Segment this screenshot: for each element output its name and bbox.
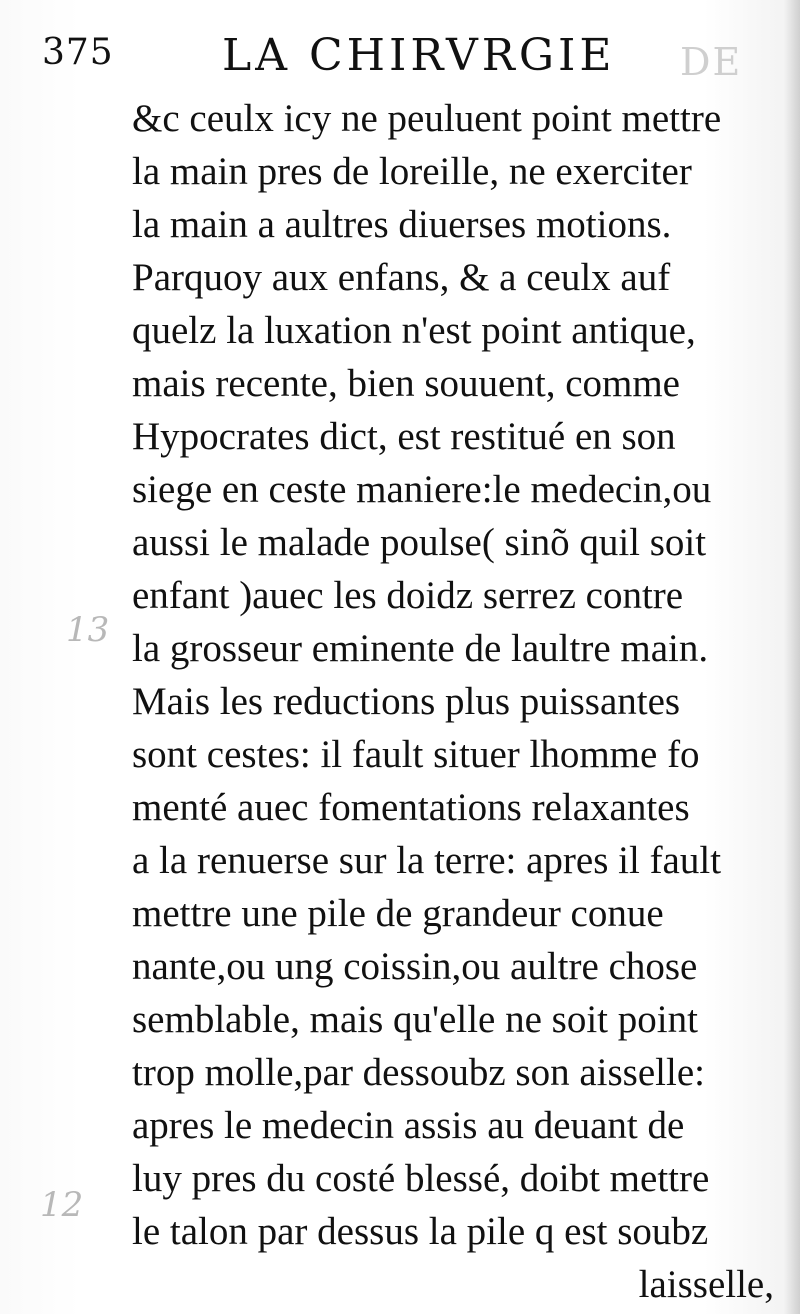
- text-line: Hypocrates dict, est restitué en son: [132, 415, 676, 458]
- page-gutter-shadow: [784, 0, 800, 1314]
- text-line: mettre une pile de grandeur conue: [132, 892, 664, 935]
- show-through-title: DE: [680, 40, 743, 84]
- text-line: trop molle,par dessoubz son aisselle:: [132, 1051, 705, 1094]
- text-line: sont cestes: il fault situer lhomme fo: [132, 733, 700, 776]
- text-line: semblable, mais qu'elle ne soit point: [132, 998, 698, 1041]
- text-line: &c ceulx icy ne peuluent point mettre: [132, 97, 722, 140]
- text-line: mais recente, bien souuent, comme: [132, 362, 680, 405]
- page-header: [0, 18, 800, 88]
- running-title: LA CHIRVRGIE: [222, 30, 616, 81]
- body-text: [132, 92, 780, 1311]
- text-line: Parquoy aux enfans, & a ceulx auf: [132, 256, 671, 299]
- text-line: aussi le malade poulse( sinõ quil soit: [132, 521, 707, 564]
- text-line: nante,ou ung coissin,ou aultre chose: [132, 945, 698, 988]
- text-line: a la renuerse sur la terre: apres il fault: [132, 839, 722, 882]
- text-line: le talon par dessus la pile q est soubz: [132, 1210, 709, 1253]
- text-line: quelz la luxation n'est point antique,: [132, 309, 696, 352]
- text-line: la main a aultres diuerses motions.: [132, 203, 672, 246]
- page-number: 375: [42, 32, 114, 73]
- catchword: laisselle,: [638, 1263, 774, 1306]
- text-line: apres le medecin assis au deuant de: [132, 1104, 685, 1147]
- text-line: menté auec fomentations relaxantes: [132, 786, 690, 829]
- text-line: enfant )auec les doidz serrez contre: [132, 574, 684, 617]
- text-line: luy pres du costé blessé, doibt mettre: [132, 1157, 710, 1200]
- margin-note: 13: [66, 610, 110, 650]
- text-line: siege en ceste maniere:le medecin,ou: [132, 468, 712, 511]
- margin-note: 12: [40, 1185, 84, 1225]
- text-line: Mais les reductions plus puissantes: [132, 680, 681, 723]
- text-line: la grosseur eminente de laultre main.: [132, 627, 709, 670]
- text-line: la main pres de loreille, ne exerciter: [132, 150, 692, 193]
